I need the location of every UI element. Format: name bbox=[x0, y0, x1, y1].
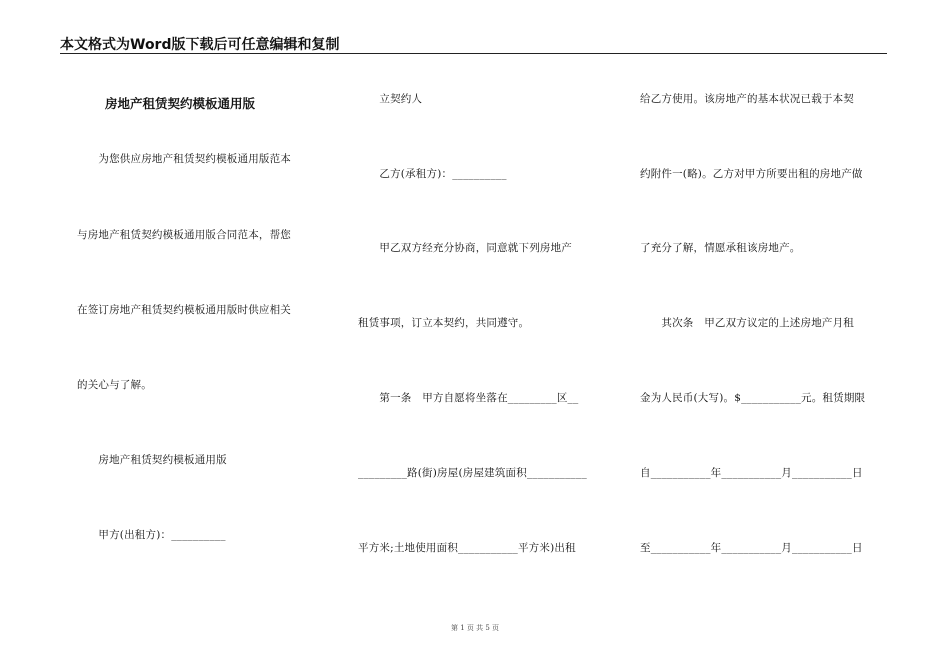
col3-line-6: 自___________年___________月___________日 bbox=[640, 467, 863, 479]
col2-line-2: 乙方(承租方)：__________ bbox=[358, 168, 507, 180]
col3-line-2: 约附件一(略)。乙方对甲方所要出租的房地产做 bbox=[640, 168, 863, 180]
col3-line-5: 金为人民币(大写)。$___________元。租赁期限 bbox=[640, 392, 866, 404]
col3-line-1: 给乙方使用。该房地产的基本状况已载于本契 bbox=[640, 93, 854, 105]
col1-line-2: 与房地产租赁契约模板通用版合同范本，帮您 bbox=[77, 229, 291, 241]
col2-line-6: _________路(街)房屋(房屋建筑面积___________ bbox=[358, 467, 587, 479]
document-banner: 本文格式为Word版下载后可任意编辑和复制 bbox=[60, 37, 340, 53]
col2-line-7: 平方米;土地使用面积___________平方米)出租 bbox=[358, 542, 576, 554]
col1-line-4: 的关心与了解。 bbox=[77, 379, 152, 391]
page-indicator: 第 1 页 共 5 页 bbox=[450, 624, 500, 632]
col1-line-6: 甲方(出租方)：__________ bbox=[77, 529, 226, 541]
col3-line-4: 其次条 甲乙双方议定的上述房地产月租 bbox=[640, 317, 854, 329]
col2-line-5: 第一条 甲方自愿将坐落在_________区__ bbox=[358, 392, 579, 404]
col1-line-5: 房地产租赁契约模板通用版 bbox=[77, 454, 227, 466]
col2-line-1: 立契约人 bbox=[358, 93, 423, 105]
col3-line-3: 了充分了解，情愿承租该房地产。 bbox=[640, 242, 801, 254]
col1-line-3: 在签订房地产租赁契约模板通用版时供应相关 bbox=[77, 304, 291, 316]
col2-line-4: 租赁事项，订立本契约，共同遵守。 bbox=[358, 317, 530, 329]
document-title: 房地产租赁契约模板通用版 bbox=[105, 96, 256, 111]
col2-line-3: 甲乙双方经充分协商，同意就下列房地产 bbox=[358, 242, 572, 254]
col1-line-1: 为您供应房地产租赁契约模板通用版范本 bbox=[77, 153, 291, 165]
header-divider bbox=[60, 53, 887, 54]
col3-line-7: 至___________年___________月___________日 bbox=[640, 542, 863, 554]
